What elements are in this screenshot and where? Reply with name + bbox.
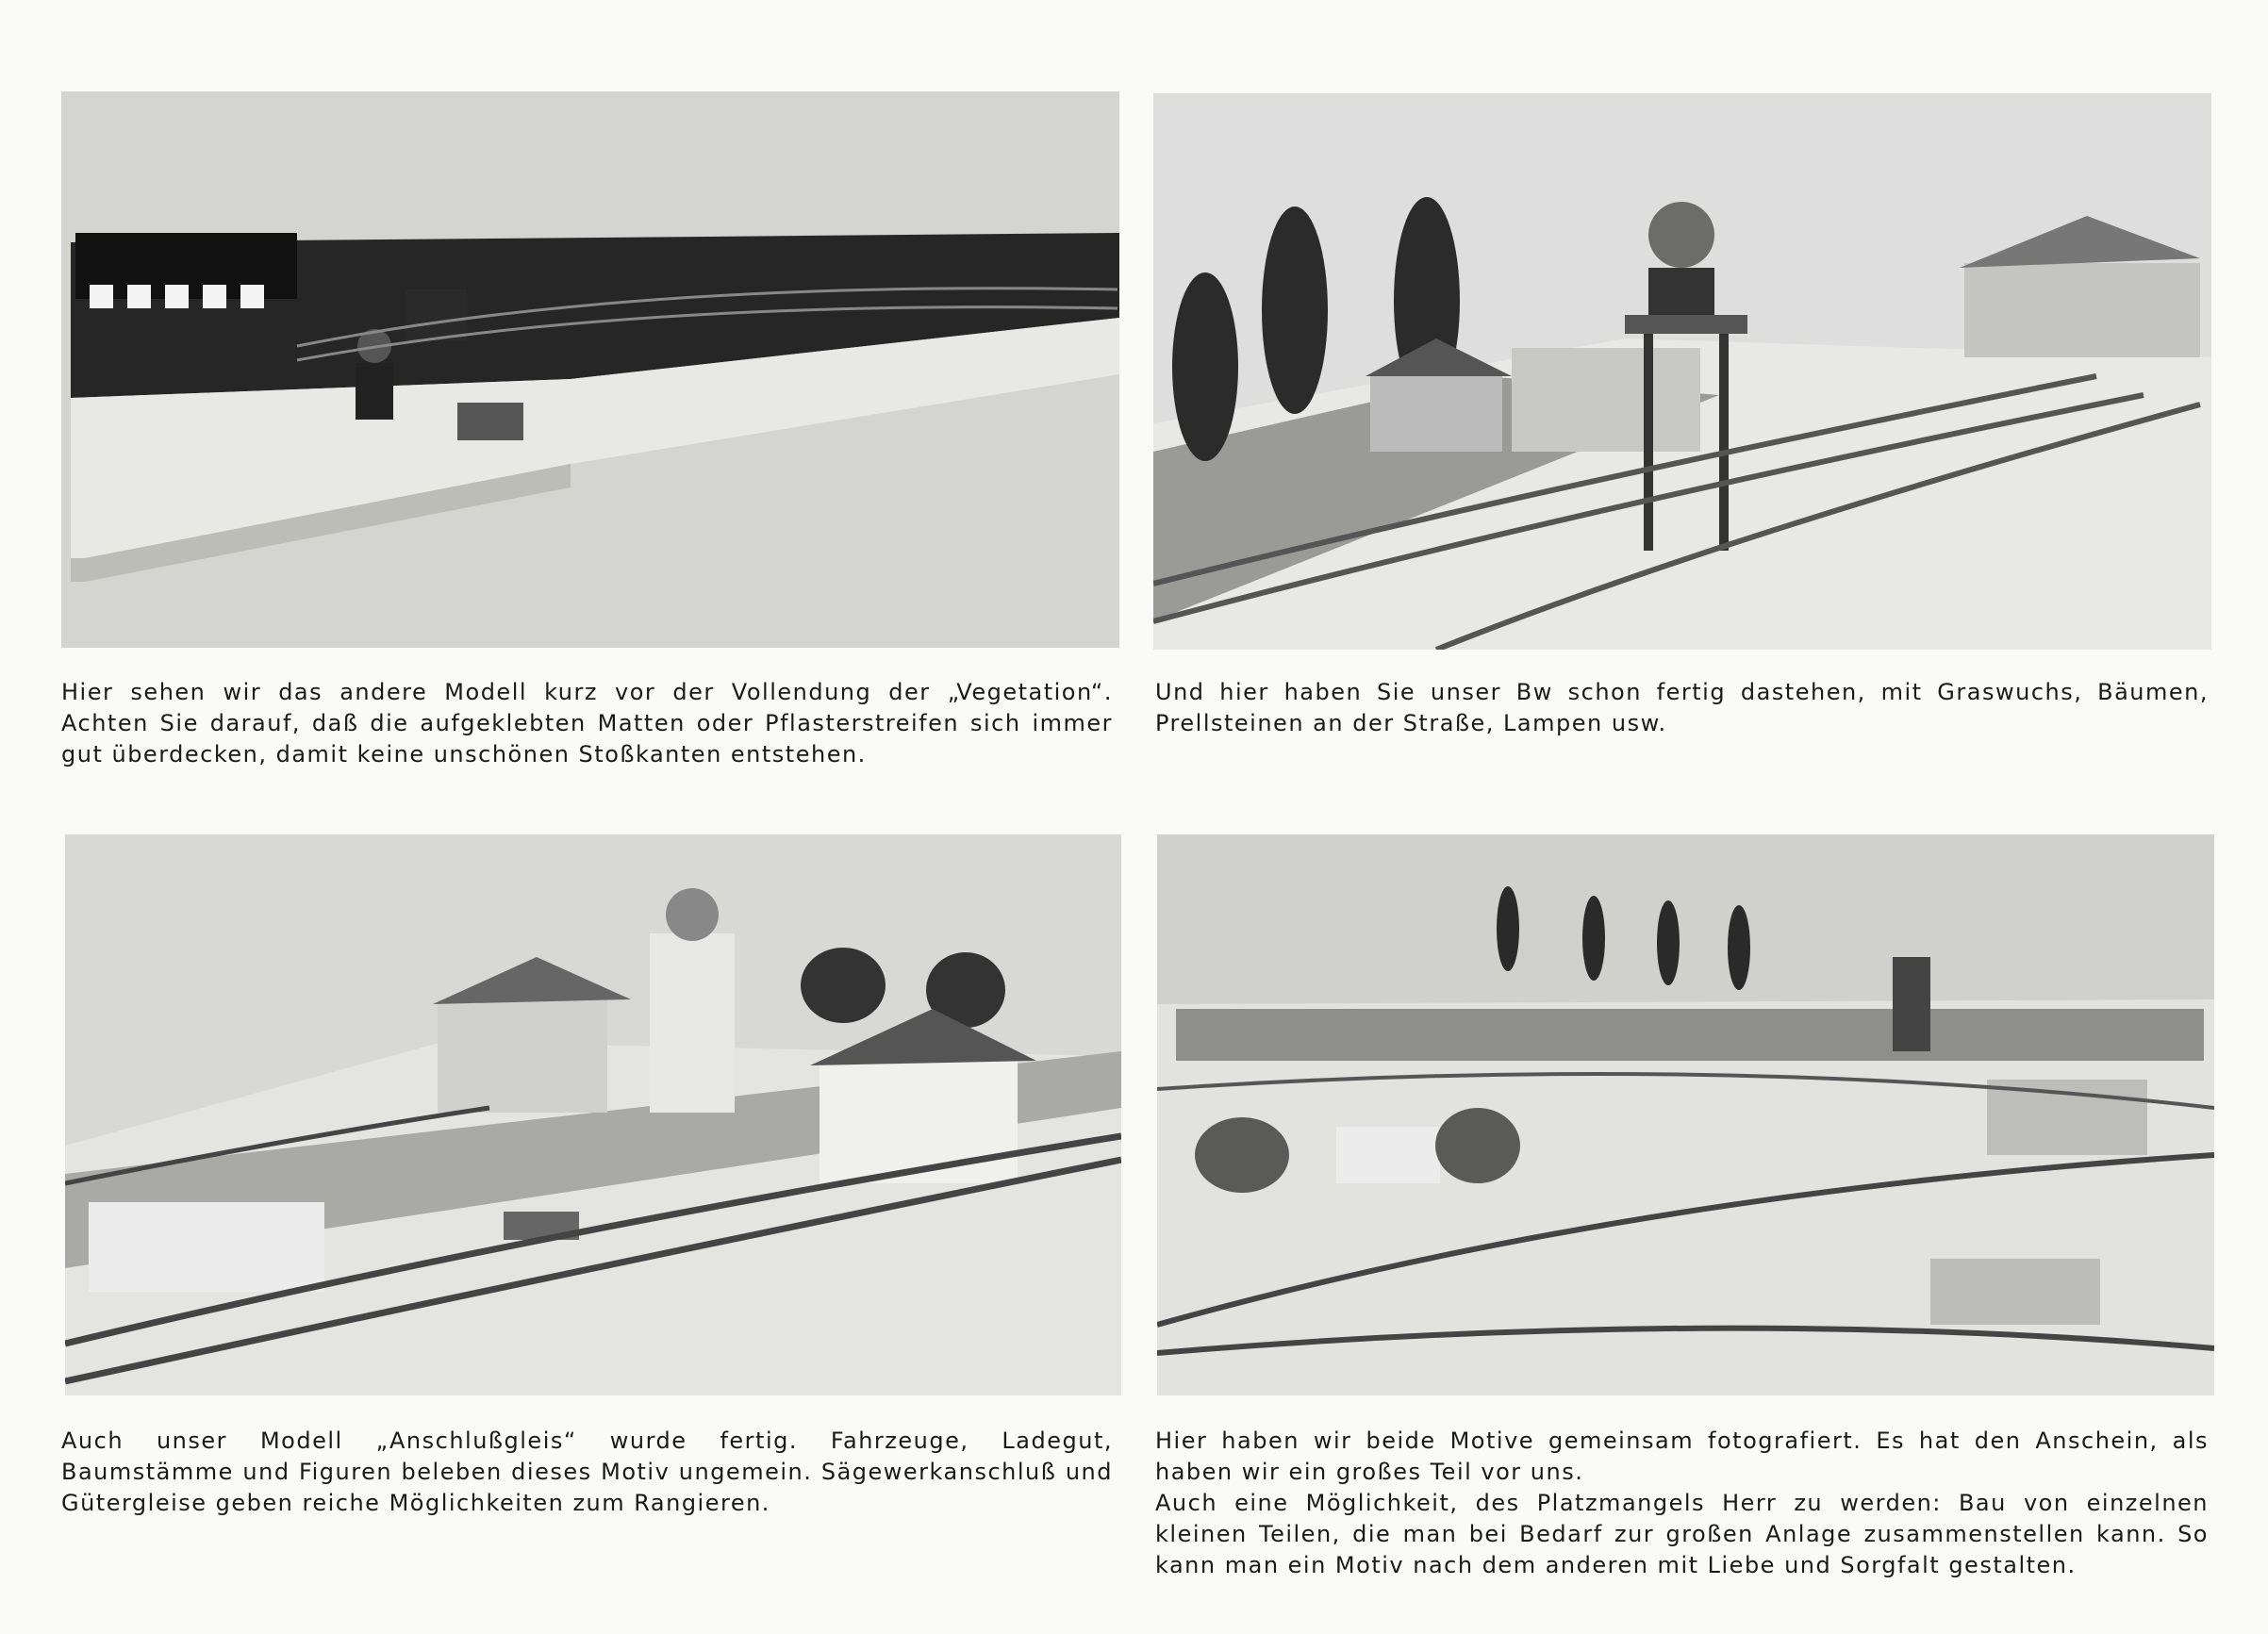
photo-finished-bw bbox=[1153, 93, 2211, 650]
caption-text: Hier sehen wir das andere Modell kurz vor der Vollendung der „Vegetation“. Achten Sie darauf, daß die aufgeklebten Matten oder Pflasterstreifen sich immer gut überdecken, damit keine unschönen Stoßkanten entstehen. bbox=[61, 679, 1113, 767]
photo-anschlussgleis-model bbox=[65, 834, 1121, 1395]
photo-model-before-vegetation bbox=[61, 91, 1119, 648]
caption-photo-1 bbox=[61, 677, 1113, 770]
caption-photo-3 bbox=[61, 1426, 1113, 1519]
caption-photo-4 bbox=[1155, 1426, 2209, 1581]
caption-text: Auch unser Modell „Anschlußgleis“ wurde fertig. Fahrzeuge, Ladegut, Baumstämme und Figuren beleben dieses Motiv ungemein. Sägewerkanschluß und Gütergleise geben reiche Möglichkeiten zum Rangieren. bbox=[61, 1428, 1113, 1516]
caption-photo-2 bbox=[1155, 677, 2209, 739]
caption-text-line2: Auch eine Möglichkeit, des Platzmangels Herr zu werden: Bau von einzelnen kleinen Teilen, die man bei Bedarf zur großen Anlage zusammenstellen kann. So kann man ein Motiv nach dem anderen mit Liebe und Sorgfalt gestalten. bbox=[1155, 1490, 2209, 1578]
photo-both-motifs-together bbox=[1157, 834, 2214, 1395]
caption-text-line1: Hier haben wir beide Motive gemeinsam fotografiert. Es hat den Anschein, als haben wir ein großes Teil vor uns. bbox=[1155, 1428, 2209, 1485]
caption-text: Und hier haben Sie unser Bw schon fertig dastehen, mit Graswuchs, Bäumen, Prellsteinen an der Straße, Lampen usw. bbox=[1155, 679, 2209, 736]
